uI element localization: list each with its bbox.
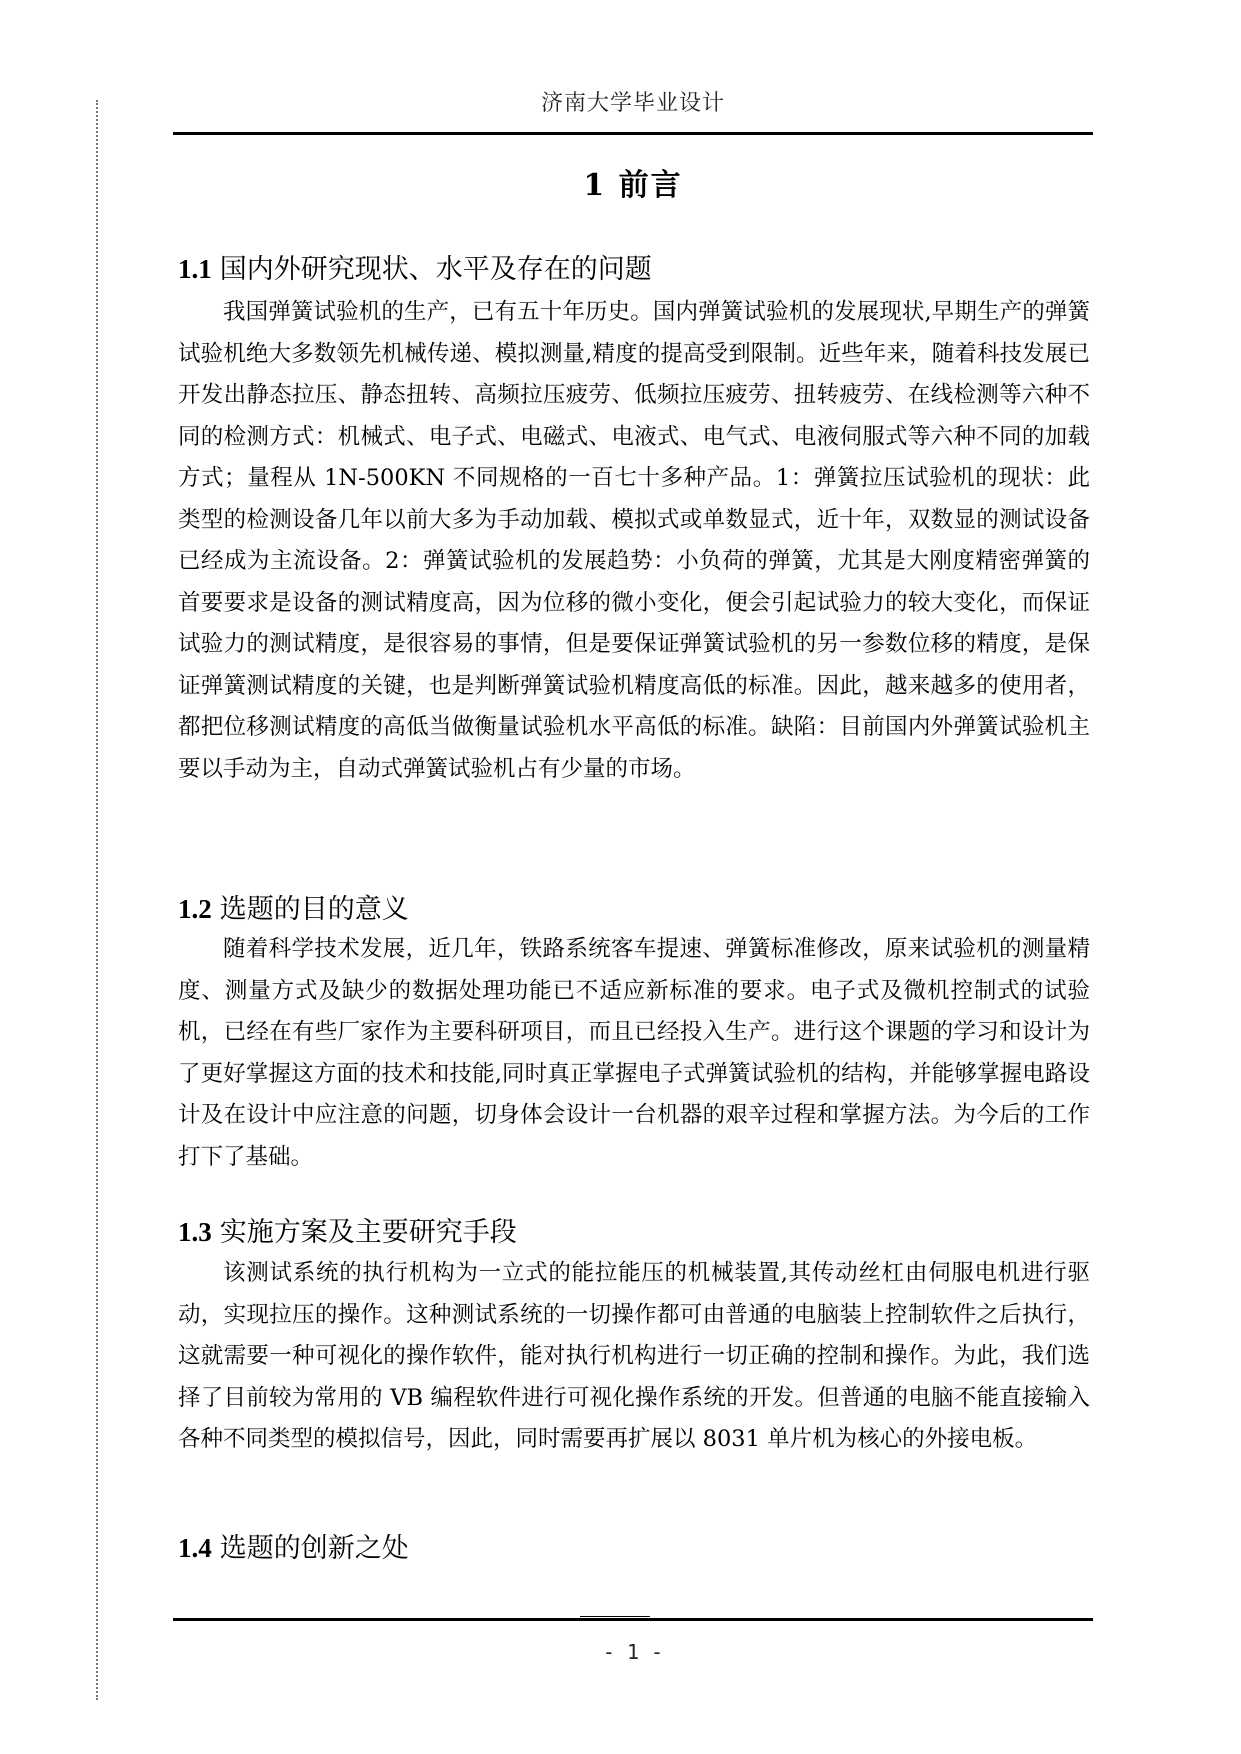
section-heading-1-4 (178, 1526, 409, 1565)
header-rule (173, 132, 1093, 135)
section-number: 1.4 (178, 1533, 212, 1563)
section-paragraph-1-2: 随着科学技术发展，近几年，铁路系统客车提速、弹簧标准修改，原来试验机的测量精度、测量方式及缺少的数据处理功能已不适应新标准的要求。电子式及微机控制式的试验机，已经在有些厂家作为主要科研项目，而且已经投入生产。进行这个课题的学习和设计为了更好掌握这方面的技术和技能,同时真正掌握电子式弹簧试验机的结构，并能够掌握电路设计及在设计中应注意的问题，切身体会设计一台机器的艰辛过程和掌握方法。为今后的工作打下了基础。 (178, 936, 1090, 1170)
page-number: - 1 - (602, 1640, 664, 1664)
section-title: 选题的目的意义 (219, 894, 409, 925)
section-number: 1.1 (178, 254, 212, 284)
section-title: 国内外研究现状、水平及存在的问题 (219, 254, 652, 285)
section-heading-1-3 (178, 1210, 517, 1249)
section-title: 选题的创新之处 (219, 1533, 409, 1564)
footer-rule-accent (580, 1616, 650, 1617)
section-number: 1.3 (178, 1217, 212, 1247)
page-header-title: 济南大学毕业设计 (540, 91, 725, 116)
chapter-title: 1 前言 (583, 168, 683, 203)
section-heading-1-2 (178, 887, 409, 926)
section-paragraph-1-3: 该测试系统的执行机构为一立式的能拉能压的机械装置,其传动丝杠由伺服电机进行驱动，实现拉压的操作。这种测试系统的一切操作都可由普通的电脑装上控制软件之后执行，这就需要一种可视化的操作软件，能对执行机构进行一切正确的控制和操作。为此，我们选择了目前较为常用的 VB 编程软件进行可视化操作系统的开发。但普通的电脑不能直接输入各种不同类型的模拟信号，因此，同时需要再扩展以 8031 单片机为核心的外接电板。 (178, 1260, 1090, 1452)
section-paragraph-1-1: 我国弹簧试验机的生产，已有五十年历史。国内弹簧试验机的发展现状,早期生产的弹簧试验机绝大多数领先机械传递、模拟测量,精度的提高受到限制。近些年来，随着科技发展已开发出静态拉压、静态扭转、高频拉压疲劳、低频拉压疲劳、扭转疲劳、在线检测等六种不同的检测方式：机械式、电子式、电磁式、电液式、电气式、电液伺服式等六种不同的加载方式；量程从 1N-500KN 不同规格的一百七十多种产品。1：弹簧拉压试验机的现状：此类型的检测设备几年以前大多为手动加载、模拟式或单数显式，近十年，双数显的测试设备已经成为主流设备。2：弹簧试验机的发展趋势：小负荷的弹簧，尤其是大刚度精密弹簧的首要要求是设备的测试精度高，因为位移的微小变化，便会引起试验力的较大变化，而保证试验力的测试精度，是很容易的事情，但是要保证弹簧试验机的另一参数位移的精度，是保证弹簧测试精度的关键，也是判断弹簧试验机精度高低的标准。因此，越来越多的使用者，都把位移测试精度的高低当做衡量试验机水平高低的标准。缺陷：目前国内外弹簧试验机主要以手动为主，自动式弹簧试验机占有少量的市场。 (178, 299, 1090, 782)
footer-rule (173, 1618, 1093, 1621)
section-number: 1.2 (178, 894, 212, 924)
binding-margin-line (96, 100, 98, 1700)
section-title: 实施方案及主要研究手段 (219, 1217, 517, 1248)
section-heading-1-1 (178, 247, 652, 286)
